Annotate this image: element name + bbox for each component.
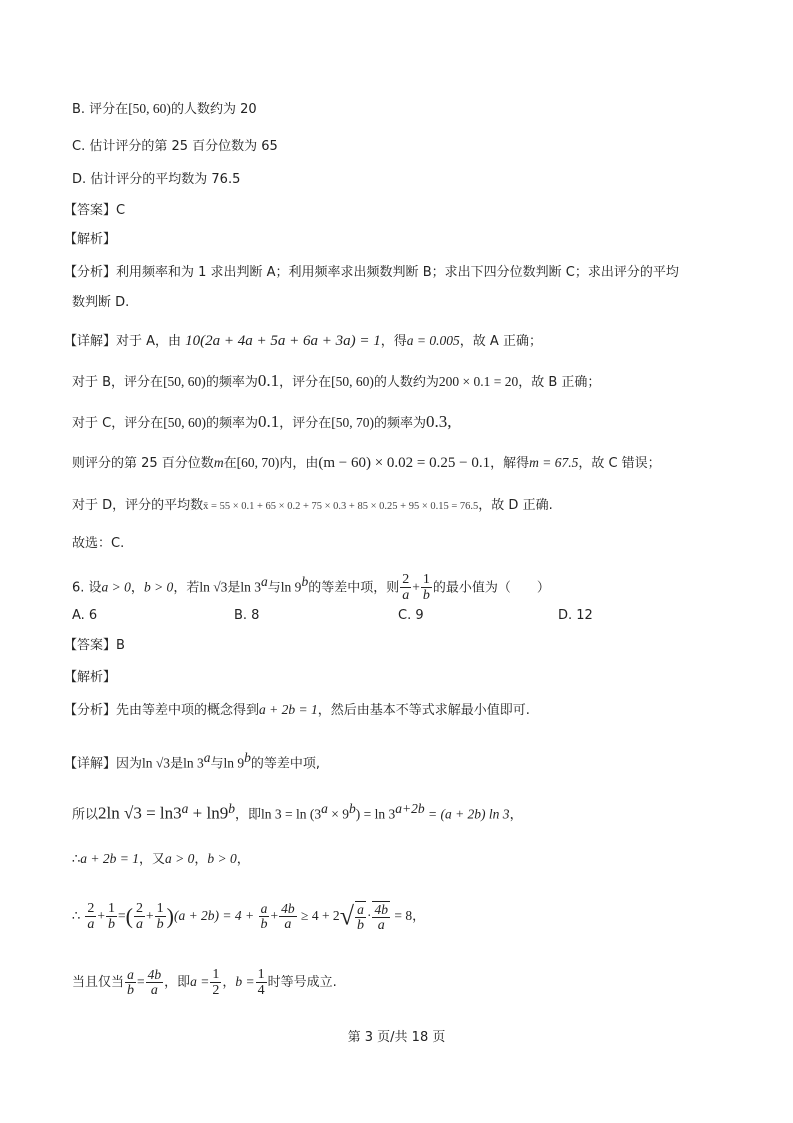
equation: ≥ 4 + 2	[297, 908, 340, 923]
interval: [50, 60)	[163, 415, 206, 430]
equation: b =	[235, 974, 255, 989]
equation: a = 0.005	[406, 333, 460, 348]
conclusion: 故选：C.	[72, 536, 125, 551]
equation: × 9	[327, 806, 349, 822]
text: 【详解】对于 A，由	[64, 334, 182, 349]
answer: 【答案】C	[64, 203, 126, 218]
question-6-stem	[72, 566, 550, 604]
equation: ln 3 = ln (3	[260, 806, 322, 822]
text: ，解得	[490, 456, 530, 471]
option-a: A. 6	[72, 608, 98, 623]
answer: 【答案】B	[64, 638, 125, 653]
detail-3	[72, 849, 250, 870]
analysis-label: 【解析】	[64, 670, 117, 685]
therefore-symbol: ∴	[72, 909, 81, 924]
option-d: D. 估计评分的平均数为 76.5	[72, 172, 241, 187]
exponent: a+2b	[395, 801, 425, 816]
text: ，评分在	[279, 416, 332, 431]
analysis-fenxi	[64, 700, 530, 721]
detail-4: ∴ $\frac{2}{a}$ + $\frac{1}{b}$ =( $\frac{2}{a}$ + $\frac{1}{b}$ )(a + 2b) = 4 + $\frac{a}{b}$ + $\frac{4b}{a}$ ≥ 4 + 2√ $\frac{a}{b}$ · $\frac{4b}{a}$ = 8，	[72, 901, 426, 933]
exponent: a	[321, 801, 328, 816]
equation: = 8	[390, 908, 413, 923]
value: 0.1	[257, 412, 280, 431]
condition: b > 0	[207, 851, 237, 866]
therefore-symbol: ∴	[72, 852, 81, 867]
expression: ln 3	[183, 755, 204, 771]
text: 的频率为	[374, 416, 427, 431]
text: 对于 D，评分的平均数	[72, 498, 204, 513]
equation: 2ln √3 = ln3	[98, 803, 182, 823]
option-b	[72, 99, 257, 120]
text: ，	[130, 580, 144, 596]
text: 【分析】先由等差中项的概念得到	[64, 703, 260, 718]
exponent: a	[181, 801, 189, 816]
text: 与	[267, 580, 281, 596]
analysis-fenxi-2: 数判断 D.	[72, 295, 130, 310]
detail-c	[72, 412, 452, 434]
text: ，得	[380, 334, 407, 349]
text: ，故 C 错误；	[578, 456, 661, 471]
equation: = (a + 2b) ln 3	[424, 806, 510, 822]
text: 对于 C，评分在	[72, 416, 164, 431]
fraction	[400, 572, 411, 603]
text: 的频率为	[205, 375, 258, 390]
option-b: B. 8	[234, 608, 260, 623]
text: 时等号成立.	[267, 975, 337, 990]
fraction-a-over-b: $\frac{a}{b}$	[127, 967, 135, 998]
text: ，然后由基本不等式求解最小值即可.	[317, 703, 530, 718]
option-c: C. 9	[398, 608, 424, 623]
fraction	[85, 901, 96, 932]
text: ，评分在	[279, 375, 332, 390]
text: 的等差中项，则	[308, 580, 400, 596]
expression: ln √3	[142, 755, 171, 771]
equation: a + 2b = 1	[259, 702, 318, 717]
interval: [50, 70)	[331, 415, 374, 430]
text: 则评分的第 25 百分位数	[72, 456, 214, 471]
text: 是	[170, 756, 184, 772]
detail-b	[72, 371, 600, 393]
option-b-text: B. 评分在	[72, 102, 129, 117]
equation: (m − 60) × 0.02 = 0.25 − 0.1	[318, 455, 491, 471]
analysis-label: 【解析】	[64, 232, 117, 247]
text: 的等差中项,	[250, 756, 321, 772]
operator: +	[97, 908, 106, 923]
text: 内，由	[279, 456, 319, 471]
value: 0.1	[257, 371, 280, 390]
text: ，	[412, 909, 426, 924]
expression: ln 9	[280, 579, 302, 595]
text: ，故 B 正确；	[518, 375, 601, 390]
text: ，即	[234, 807, 261, 823]
condition: a > 0	[101, 579, 131, 595]
exponent: a	[203, 750, 211, 765]
text: ，	[509, 807, 523, 823]
equation: 10(2a + 4a + 5a + 6a + 3a) = 1	[185, 333, 381, 349]
equation: + ln9	[188, 803, 229, 823]
denominator: a	[402, 588, 410, 604]
operator: +	[412, 579, 420, 595]
numerator: 2	[87, 901, 95, 916]
option-b-text-end: 的人数约为 20	[170, 102, 257, 117]
interval: [50, 60)	[163, 374, 206, 389]
numerator: 1	[156, 901, 164, 916]
denominator: b	[108, 917, 116, 932]
fraction-a-over-b: $\frac{a}{b}$	[356, 901, 364, 933]
exponent: b	[348, 801, 356, 816]
text: 的最小值为（ ）	[432, 580, 550, 596]
text: 的人数约为	[373, 375, 439, 390]
text: ，	[222, 975, 236, 990]
detail-a	[64, 331, 542, 352]
expression: ln 3	[240, 579, 262, 595]
numerator: 1	[422, 572, 430, 588]
numerator: 2	[136, 901, 143, 916]
fraction-4b-over-a: $\frac{4b}{a}$	[281, 901, 295, 932]
detail-1	[64, 748, 320, 774]
operator: +	[146, 908, 154, 923]
text: ，	[236, 852, 250, 867]
expression: ln 9	[223, 755, 245, 771]
expression: ln √3	[199, 579, 228, 595]
text: 所以	[72, 807, 99, 823]
text: 对于 B，评分在	[72, 375, 164, 390]
equation: ) = ln 3	[355, 806, 396, 822]
fraction	[134, 901, 145, 932]
detail-d	[72, 496, 553, 517]
text: 在	[223, 456, 237, 471]
variable: m	[213, 455, 224, 470]
fraction-4b-over-a: $\frac{4b}{a}$	[147, 967, 162, 998]
equation: x̄ = 55 × 0.1 + 65 × 0.2 + 75 × 0.3 + 85 × 0.25 + 95 × 0.15 = 76.5	[203, 501, 479, 512]
text: ，	[194, 852, 208, 867]
equation: (a + 2b) = 4 +	[173, 908, 258, 923]
numerator: 1	[108, 901, 116, 916]
option-d: D. 12	[558, 608, 593, 623]
condition: b > 0	[143, 579, 174, 595]
text: 【详解】因为	[64, 756, 143, 772]
text: 当且仅当	[72, 975, 125, 990]
analysis-fenxi-1: 【分析】利用频率和为 1 求出判断 A；利用频率求出频数判断 B；求出下四分位数判断 C；求出评分的平均	[64, 265, 679, 280]
text: ，故 D 正确.	[478, 498, 553, 513]
text: ，即	[164, 975, 191, 990]
interval: [50, 60)	[128, 101, 171, 116]
denominator: a	[136, 917, 143, 932]
text: 与	[210, 756, 224, 772]
detail-5: 当且仅当 $\frac{a}{b}$ = $\frac{4b}{a}$ ，即a = $\frac{1}{2}$ ，b = $\frac{1}{4}$ 时等号成立.	[72, 967, 337, 998]
fraction	[106, 901, 117, 932]
value: 0.3,	[426, 412, 452, 431]
text: ，故 A 正确；	[459, 334, 542, 349]
equation: 200 × 0.1 = 20	[438, 374, 519, 389]
text: 的频率为	[205, 416, 258, 431]
fraction	[421, 572, 432, 603]
detail-2	[72, 799, 523, 825]
fraction-one-half: $\frac{1}{2}$	[212, 967, 220, 998]
option-c: C. 估计评分的第 25 百分位数为 65	[72, 139, 278, 154]
text: 是	[227, 580, 241, 596]
fraction-a-over-b: $\frac{a}{b}$	[260, 901, 268, 932]
fraction-4b-over-a: $\frac{4b}{a}$	[374, 901, 388, 933]
equation: a =	[190, 974, 210, 989]
interval: [60, 70)	[236, 455, 280, 470]
text: ，又	[139, 852, 166, 867]
fraction	[155, 901, 166, 932]
page-footer: 第 3 页/共 18 页	[347, 1030, 446, 1045]
text: ，若	[173, 580, 200, 596]
exponent: b	[301, 574, 309, 589]
numerator: 2	[402, 572, 410, 588]
interval: [50, 60)	[331, 374, 374, 389]
exponent: b	[228, 801, 235, 816]
denominator: a	[87, 917, 95, 932]
text: 6. 设	[72, 580, 102, 596]
fraction-one-quarter: $\frac{1}{4}$	[257, 967, 265, 998]
condition: a > 0	[165, 851, 195, 866]
detail-c-2	[72, 453, 661, 474]
exponent: b	[244, 750, 251, 765]
equation: a + 2b = 1	[80, 851, 140, 866]
equation: m = 67.5	[529, 455, 579, 470]
exponent: a	[261, 574, 268, 589]
denominator: b	[156, 917, 164, 932]
denominator: b	[422, 588, 430, 604]
